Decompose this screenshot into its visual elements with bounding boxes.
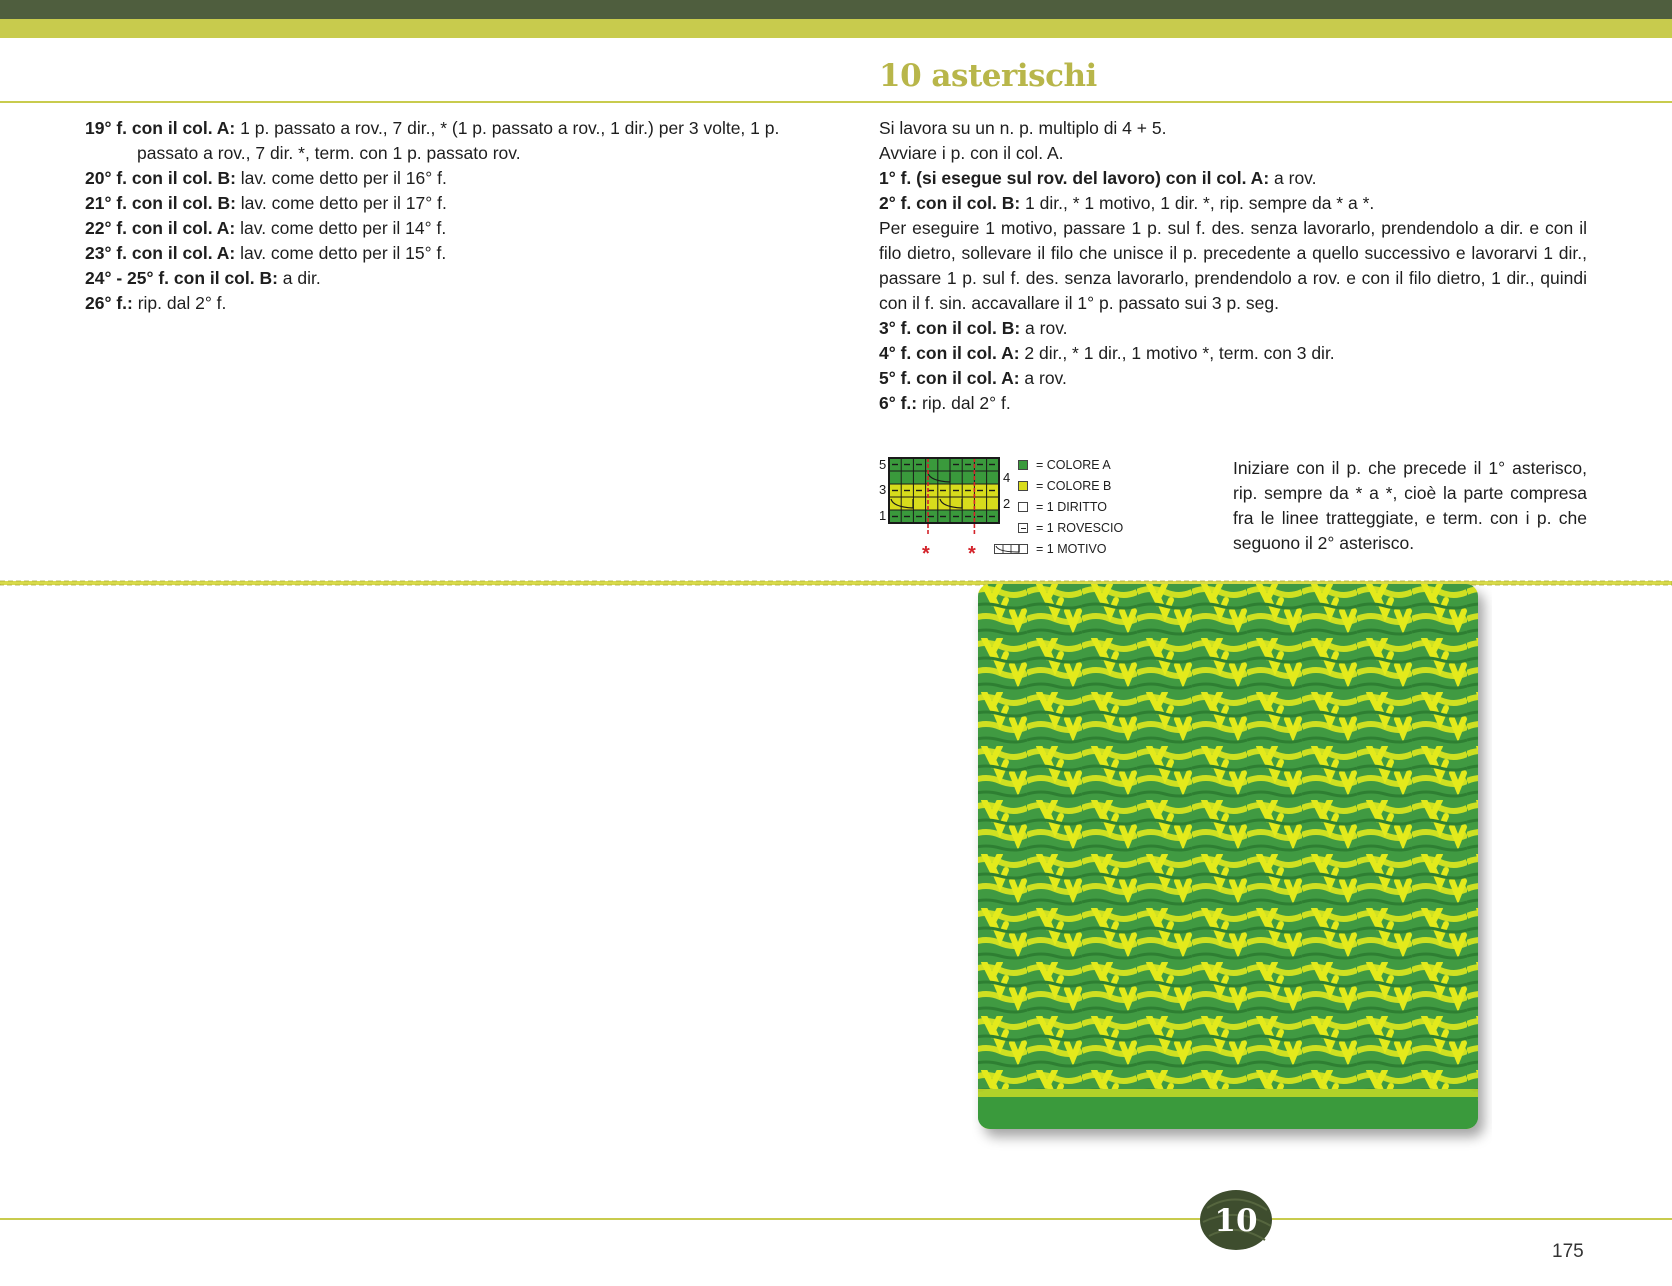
instruction-row-24-25 (85, 266, 815, 291)
instruction-row-5 (879, 366, 1587, 391)
motif-symbol-icon (994, 544, 1028, 554)
header-band-lime (0, 19, 1672, 38)
chart-note: Iniziare con il p. che precede il 1° asterisco, rip. sempre da * a *, cioè la parte compresa fra le linee tratteggiate, e term. con i p. che seguono il 2° asterisco. (1233, 458, 1587, 553)
left-column (85, 116, 815, 316)
yarn-ball-badge (1197, 1188, 1275, 1252)
chart-legend (1018, 454, 1123, 559)
row-label: 19° f. con il col. A: (85, 118, 236, 138)
intro-multiple: Si lavora su un n. p. multiplo di 4 + 5. (879, 118, 1167, 138)
legend-label: = COLORE A (1036, 457, 1111, 472)
row-text: 1 dir., * 1 motivo, 1 dir. *, rip. sempre da * a *. (1020, 193, 1375, 213)
row-text: lav. come detto per il 15° f. (235, 243, 447, 263)
row-label: 20° f. con il col. B: (85, 168, 236, 188)
instruction-row-6 (879, 391, 1587, 416)
legend-item (1018, 475, 1123, 496)
legend-item (1018, 538, 1123, 559)
instruction-row-19 (85, 116, 815, 166)
instruction-row-3 (879, 316, 1587, 341)
badge-number: 10 (1214, 1203, 1258, 1239)
chart-row-label-right: 2 (1003, 496, 1011, 511)
footer-rule (0, 1218, 1672, 1220)
row-label: 5° f. con il col. A: (879, 368, 1020, 388)
row-text: 2 dir., * 1 dir., 1 motivo *, term. con 3 dir. (1019, 343, 1335, 363)
section-title: 10 asterischi (879, 58, 1097, 94)
header-band-dark (0, 0, 1672, 19)
chart-row-label-left: 3 (879, 482, 887, 497)
row-label: 6° f.: (879, 393, 918, 413)
row-text: a rov. (1019, 368, 1067, 388)
motif-description: Per eseguire 1 motivo, passare 1 p. sul f. des. senza lavorarlo, prendendolo a dir. e con il filo dietro, sollevare il filo che unisce il p. precedente a quello successivo e lavorarvi 1 dir., passare 1 p. sul f. des. senza lavorarlo, prendendolo a rov. e con il filo dietro, 1 dir., quindi con il f. sin. accavallare il 1° p. passato sui 3 p. seg. (879, 218, 1587, 313)
legend-item (1018, 496, 1123, 517)
legend-label: = COLORE B (1036, 478, 1112, 493)
row-text: a rov. (1269, 168, 1317, 188)
dash-square-icon (1018, 523, 1028, 533)
row-label: 23° f. con il col. A: (85, 243, 236, 263)
row-text: a dir. (277, 268, 321, 288)
row-text: lav. come detto per il 16° f. (235, 168, 447, 188)
asterisk-marker: * (922, 543, 930, 565)
asterisk-marker: * (968, 543, 976, 565)
chart-row-label-left: 5 (879, 457, 887, 472)
yellow-square-icon (1018, 481, 1028, 491)
empty-square-icon (1018, 502, 1028, 512)
intro-cast-on: Avviare i p. con il col. A. (879, 143, 1064, 163)
row-label: 24° - 25° f. con il col. B: (85, 268, 278, 288)
instruction-row-23 (85, 241, 815, 266)
instruction-row-20 (85, 166, 815, 191)
legend-item (1018, 454, 1123, 475)
row-text: rip. dal 2° f. (917, 393, 1011, 413)
instruction-row-21 (85, 191, 815, 216)
chart-row-label-left: 1 (879, 508, 887, 523)
row-label: 1° f. (si esegue sul rov. del lavoro) con il col. A: (879, 168, 1270, 188)
row-label: 22° f. con il col. A: (85, 218, 236, 238)
legend-label: = 1 DIRITTO (1036, 499, 1107, 514)
row-text: rip. dal 2° f. (132, 293, 227, 313)
instruction-row-4 (879, 341, 1587, 366)
legend-label: = 1 MOTIVO (1036, 541, 1107, 556)
title-rule (0, 101, 1672, 103)
legend-item (1018, 517, 1123, 538)
legend-label: = 1 ROVESCIO (1036, 520, 1124, 535)
row-label: 4° f. con il col. A: (879, 343, 1020, 363)
row-text: 1 p. passato a rov., 7 dir., * (1 p. passato a rov., 1 dir.) per 3 volte, 1 p. passato a rov., 7 dir. *, term. con 1 p. passato rov. (137, 118, 780, 163)
row-text: a rov. (1020, 318, 1068, 338)
instruction-row-1 (879, 166, 1587, 191)
instruction-row-26 (85, 291, 815, 316)
row-label: 3° f. con il col. B: (879, 318, 1021, 338)
row-text: lav. come detto per il 17° f. (235, 193, 447, 213)
chart-row-label-right: 4 (1003, 470, 1011, 485)
row-label: 26° f.: (85, 293, 133, 313)
row-label: 21° f. con il col. B: (85, 193, 236, 213)
row-text: lav. come detto per il 14° f. (235, 218, 447, 238)
knit-swatch-image (972, 584, 1492, 1159)
right-column (879, 116, 1587, 416)
instruction-row-2 (879, 191, 1587, 216)
green-square-icon (1018, 460, 1028, 470)
row-label: 2° f. con il col. B: (879, 193, 1021, 213)
page-number: 175 (1552, 1241, 1584, 1262)
instruction-row-22 (85, 216, 815, 241)
